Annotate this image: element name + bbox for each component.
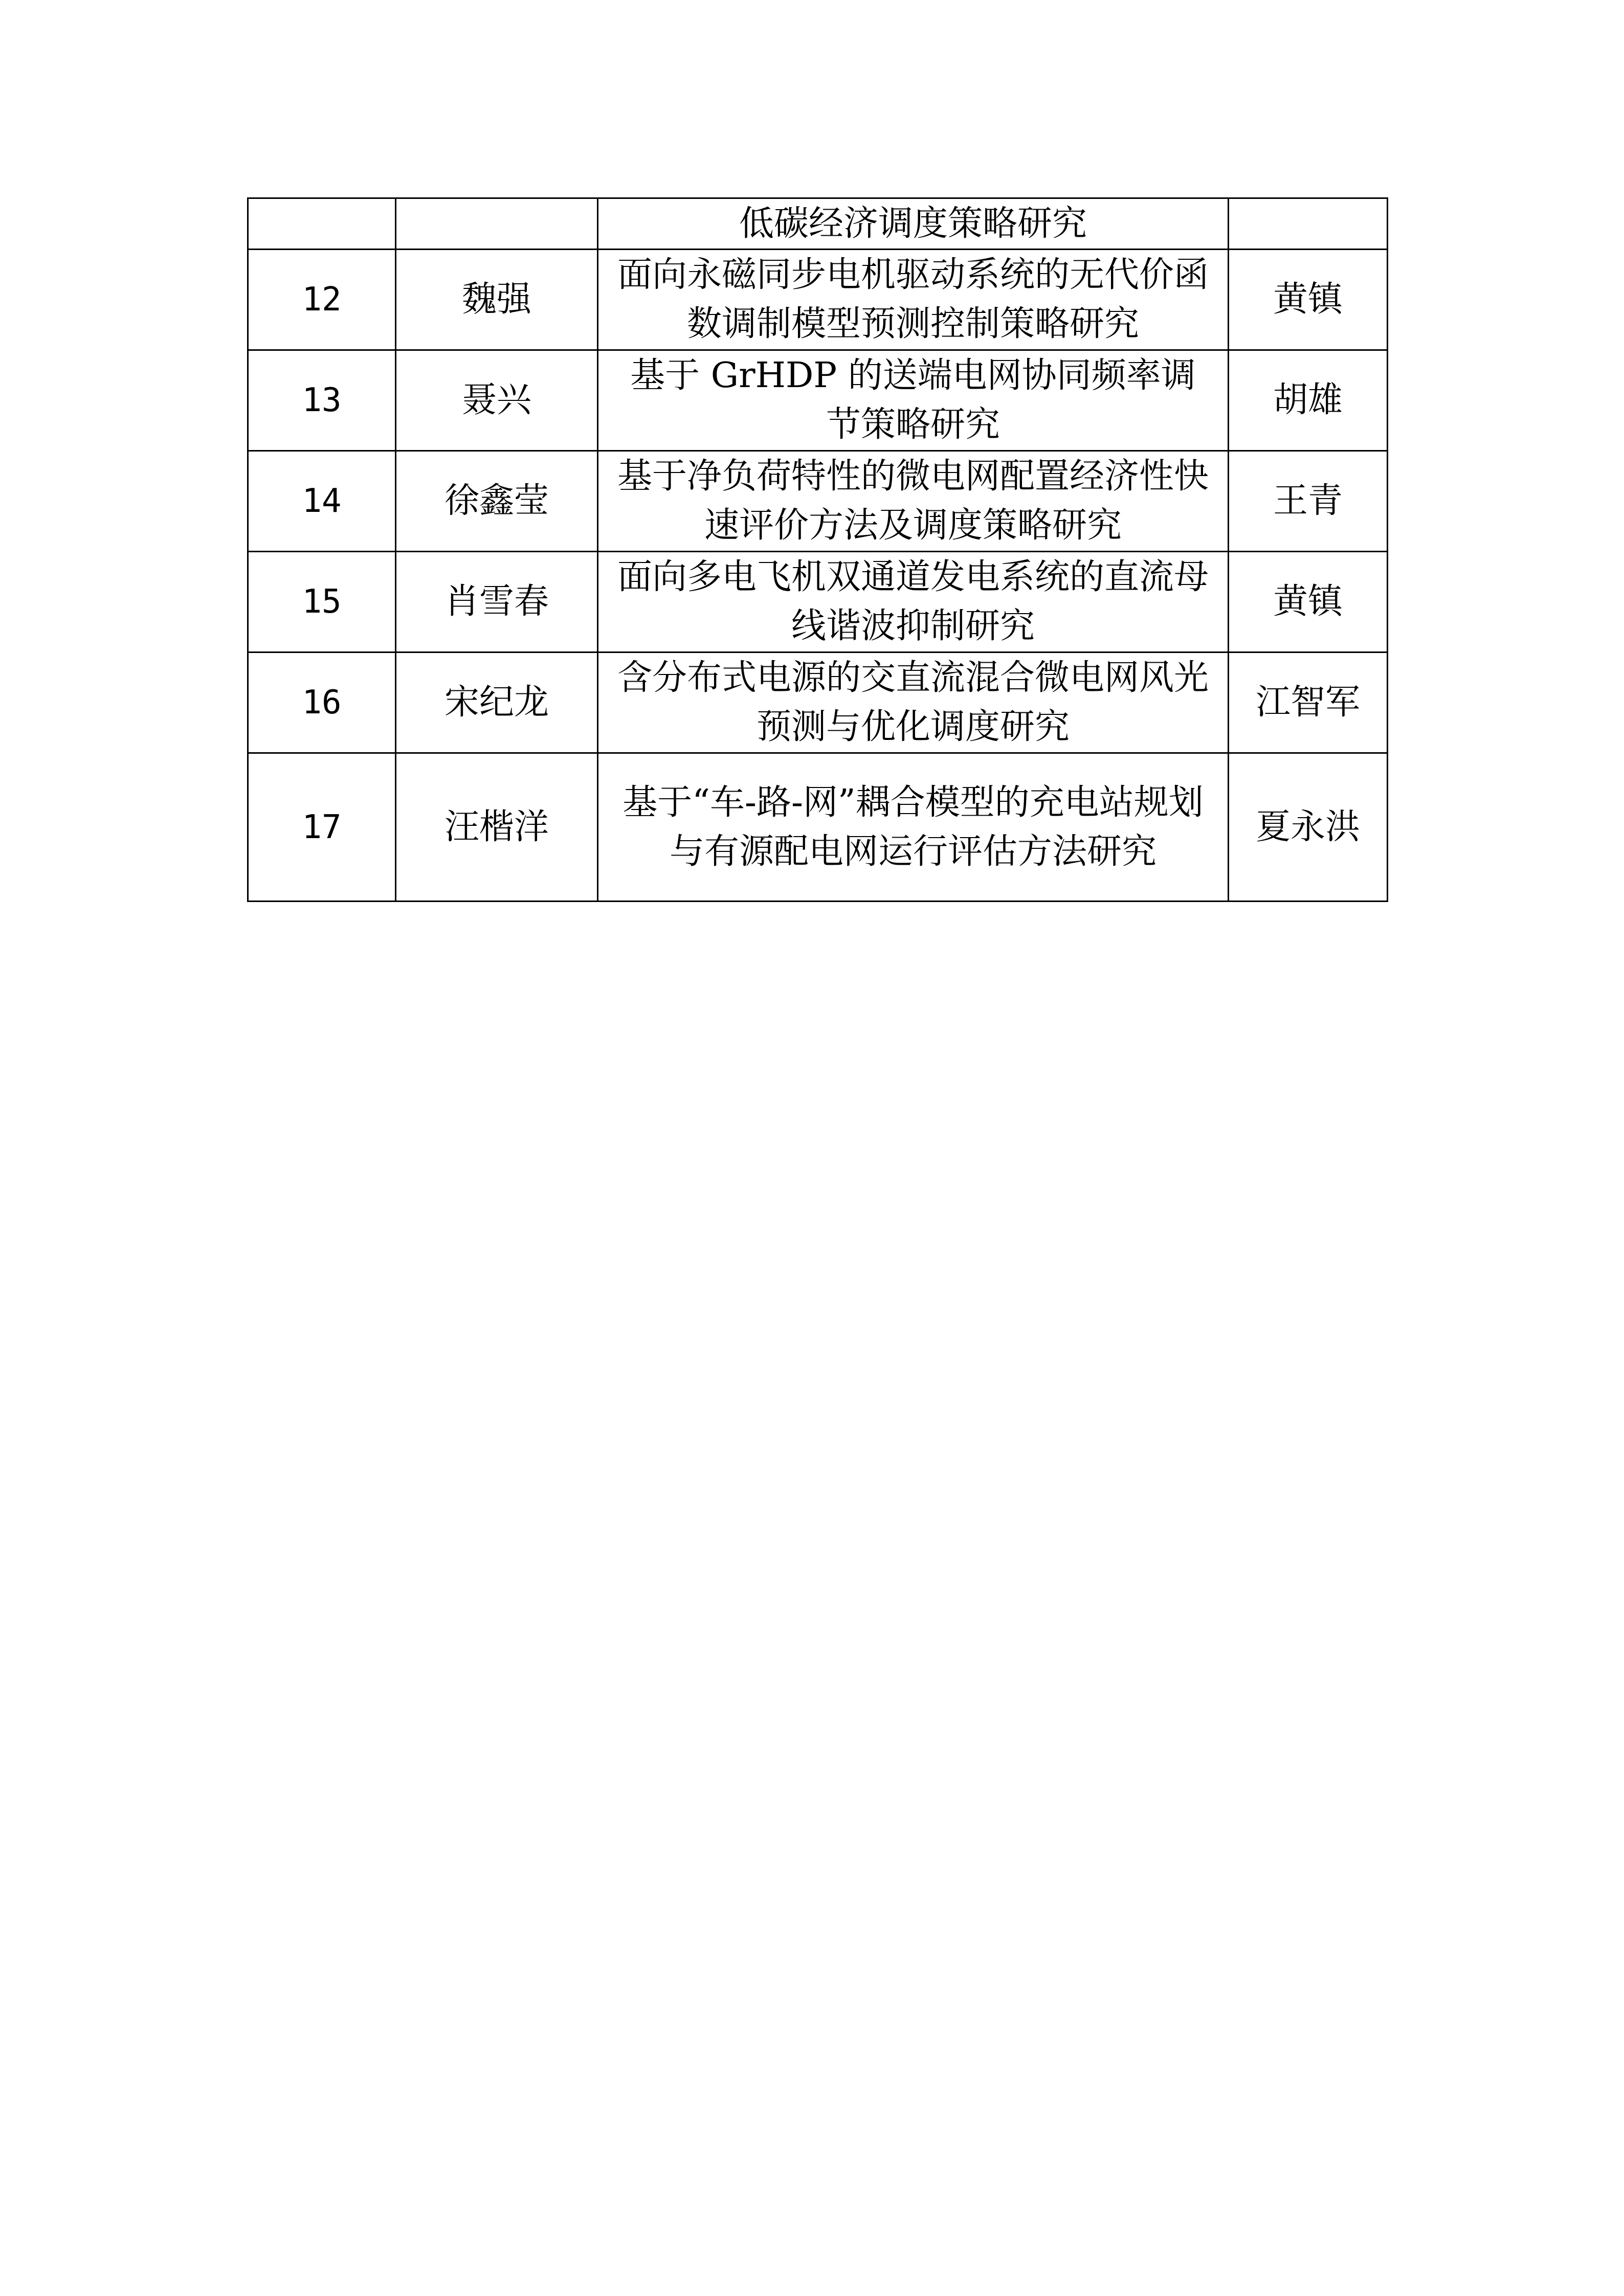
table-row <box>248 250 1388 350</box>
student-name-cell: 宋纪龙 <box>396 652 598 753</box>
student-name-cell: 肖雪春 <box>396 552 598 652</box>
advisor-cell: 黄镇 <box>1229 552 1388 652</box>
thesis-title-cell: 基于“车-路-网”耦合模型的充电站规划与有源配电网运行评估方法研究 <box>598 753 1229 902</box>
table-row <box>248 652 1388 753</box>
index-cell: 14 <box>248 451 396 552</box>
index-cell: 12 <box>248 250 396 350</box>
thesis-title-cell: 基于净负荷特性的微电网配置经济性快速评价方法及调度策略研究 <box>598 451 1229 552</box>
student-name-cell: 汪楷洋 <box>396 753 598 902</box>
thesis-title-cell: 低碳经济调度策略研究 <box>598 198 1229 250</box>
table-row <box>248 552 1388 652</box>
advisor-cell: 江智军 <box>1229 652 1388 753</box>
table-row-continued <box>248 198 1388 250</box>
student-name-cell: 魏强 <box>396 250 598 350</box>
index-cell: 17 <box>248 753 396 902</box>
index-cell: 13 <box>248 350 396 451</box>
index-cell: 16 <box>248 652 396 753</box>
advisor-cell <box>1229 198 1388 250</box>
thesis-title-cell: 含分布式电源的交直流混合微电网风光预测与优化调度研究 <box>598 652 1229 753</box>
index-cell <box>248 198 396 250</box>
student-thesis-table <box>247 197 1388 902</box>
thesis-title-cell: 面向多电飞机双通道发电系统的直流母线谐波抑制研究 <box>598 552 1229 652</box>
thesis-title-cell: 基于 GrHDP 的送端电网协同频率调节策略研究 <box>598 350 1229 451</box>
advisor-cell: 夏永洪 <box>1229 753 1388 902</box>
advisor-cell: 黄镇 <box>1229 250 1388 350</box>
student-name-cell <box>396 198 598 250</box>
student-name-cell: 聂兴 <box>396 350 598 451</box>
thesis-title-cell: 面向永磁同步电机驱动系统的无代价函数调制模型预测控制策略研究 <box>598 250 1229 350</box>
index-cell: 15 <box>248 552 396 652</box>
student-name-cell: 徐鑫莹 <box>396 451 598 552</box>
table-row <box>248 753 1388 902</box>
table-row <box>248 350 1388 451</box>
advisor-cell: 王青 <box>1229 451 1388 552</box>
table-row <box>248 451 1388 552</box>
advisor-cell: 胡雄 <box>1229 350 1388 451</box>
